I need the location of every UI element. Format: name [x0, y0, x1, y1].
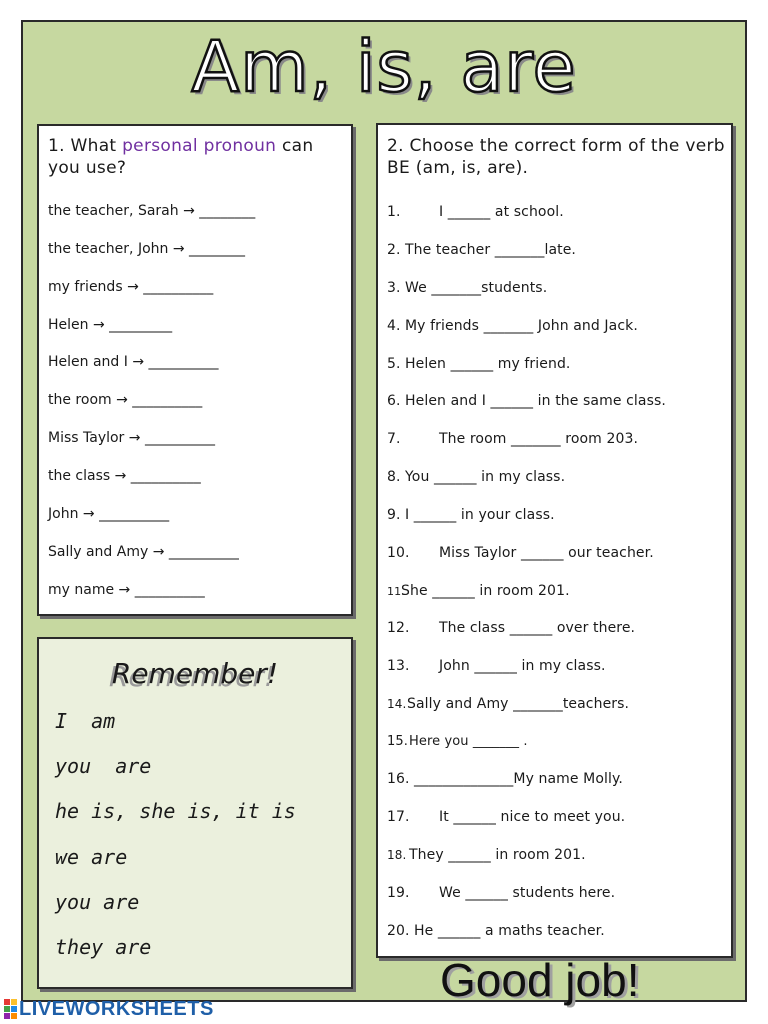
- verb-item[interactable]: [387, 846, 586, 864]
- verb-item[interactable]: [387, 241, 576, 259]
- item-text: We ______ students here.: [439, 885, 616, 901]
- item-number: 6.: [387, 393, 401, 409]
- pronoun-item[interactable]: John → __________: [48, 506, 170, 522]
- verb-item[interactable]: [387, 317, 638, 335]
- verb-item[interactable]: [387, 468, 565, 486]
- remember-box: [37, 637, 353, 989]
- item-number: 18.: [387, 848, 407, 862]
- remember-rule: you are: [55, 890, 140, 914]
- item-number: 13.: [387, 658, 410, 674]
- pronoun-item[interactable]: the teacher, John → ________: [48, 241, 246, 257]
- item-number: 14.: [387, 697, 407, 711]
- item-number: 2.: [387, 242, 401, 258]
- item-text: Here you _______ .: [409, 734, 528, 749]
- item-number: 7.: [387, 431, 401, 447]
- item-text: Miss Taylor ______ our teacher.: [439, 545, 654, 561]
- item-text: He ______ a maths teacher.: [414, 923, 605, 939]
- verb-item[interactable]: [387, 430, 638, 448]
- item-text: Sally and Amy _______teachers.: [407, 696, 630, 712]
- item-number: 1.: [387, 204, 401, 220]
- pronoun-item[interactable]: Helen and I → __________: [48, 354, 219, 370]
- verb-item[interactable]: [387, 884, 615, 902]
- item-text: I ______ at school.: [439, 204, 564, 220]
- verb-item[interactable]: [387, 619, 635, 637]
- item-number: 9.: [387, 507, 401, 523]
- item-text: They ______ in room 201.: [409, 847, 586, 863]
- verb-be-exercise-heading: 2. Choose the correct form of the verb BE (am, is, are).: [387, 136, 725, 178]
- good-job-text: Good job!: [440, 954, 640, 1006]
- logo-square: [11, 999, 17, 1005]
- pronoun-item[interactable]: the class → __________: [48, 468, 201, 484]
- item-text: She ______ in room 201.: [401, 583, 570, 599]
- heading-accent: personal pronoun: [122, 136, 277, 156]
- item-text: We _______students.: [405, 280, 548, 296]
- remember-title: Remember!: [111, 657, 279, 690]
- item-number: 15.: [387, 734, 408, 749]
- verb-item[interactable]: [387, 733, 528, 751]
- verb-item[interactable]: [387, 922, 605, 940]
- verb-item[interactable]: [387, 392, 666, 410]
- item-number: 5.: [387, 356, 401, 372]
- item-text: You ______ in my class.: [405, 469, 566, 485]
- item-number: 20.: [387, 923, 410, 939]
- item-text: The room _______ room 203.: [439, 431, 639, 447]
- remember-rule: he is, she is, it is: [55, 799, 296, 823]
- item-text: I ______ in your class.: [405, 507, 555, 523]
- verb-item[interactable]: [387, 808, 625, 826]
- item-number: 10.: [387, 545, 410, 561]
- item-text: The class ______ over there.: [439, 620, 636, 636]
- liveworksheets-logo-icon: [4, 999, 17, 1019]
- item-number: 3.: [387, 280, 401, 296]
- verb-be-exercise-box: [376, 123, 733, 958]
- pronoun-exercise-box: [37, 124, 353, 616]
- item-number: 16.: [387, 771, 410, 787]
- verb-item[interactable]: [387, 203, 564, 221]
- pronoun-exercise-heading: [48, 135, 338, 179]
- pronoun-item[interactable]: the room → __________: [48, 392, 203, 408]
- item-text: It ______ nice to meet you.: [439, 809, 626, 825]
- item-text: Helen and I ______ in the same class.: [405, 393, 666, 409]
- logo-square: [11, 1013, 17, 1019]
- item-number: 12.: [387, 620, 410, 636]
- pronoun-item[interactable]: my name → __________: [48, 582, 205, 598]
- item-text: My friends _______ John and Jack.: [405, 318, 638, 334]
- remember-rule: they are: [55, 935, 152, 959]
- worksheet-title: Am, is, are: [191, 26, 577, 108]
- item-number: 19.: [387, 885, 410, 901]
- logo-square: [4, 1006, 10, 1012]
- item-text: ______________My name Molly.: [414, 771, 623, 787]
- pronoun-item[interactable]: Helen → _________: [48, 317, 173, 333]
- liveworksheets-brand-text: LIVEWORKSHEETS: [19, 997, 214, 1020]
- verb-item[interactable]: [387, 770, 623, 788]
- remember-rule: we are: [55, 845, 128, 869]
- item-text: The teacher _______late.: [405, 242, 576, 258]
- verb-item[interactable]: [387, 582, 570, 601]
- logo-square: [11, 1006, 17, 1012]
- heading-suffix: can you use?: [48, 136, 314, 178]
- item-text: Helen ______ my friend.: [405, 356, 571, 372]
- remember-rule: you are: [55, 754, 152, 778]
- verb-item[interactable]: [387, 544, 654, 562]
- verb-item[interactable]: [387, 506, 555, 524]
- logo-square: [4, 1013, 10, 1019]
- heading-prefix: 1. What: [48, 136, 123, 156]
- pronoun-item[interactable]: my friends → __________: [48, 279, 214, 295]
- item-text: John ______ in my class.: [439, 658, 606, 674]
- verb-item[interactable]: [387, 657, 606, 675]
- item-number: 8.: [387, 469, 401, 485]
- remember-rule: I am: [55, 709, 116, 733]
- logo-square: [4, 999, 10, 1005]
- pronoun-item[interactable]: the teacher, Sarah → ________: [48, 203, 256, 219]
- verb-item[interactable]: [387, 355, 571, 373]
- verb-item[interactable]: [387, 279, 547, 297]
- item-number: 11.: [387, 585, 405, 598]
- item-number: 4.: [387, 318, 401, 334]
- verb-item[interactable]: [387, 695, 629, 713]
- liveworksheets-logo[interactable]: [4, 996, 214, 1022]
- pronoun-item[interactable]: Miss Taylor → __________: [48, 430, 215, 446]
- item-number: 17.: [387, 809, 410, 825]
- pronoun-item[interactable]: Sally and Amy → __________: [48, 544, 239, 560]
